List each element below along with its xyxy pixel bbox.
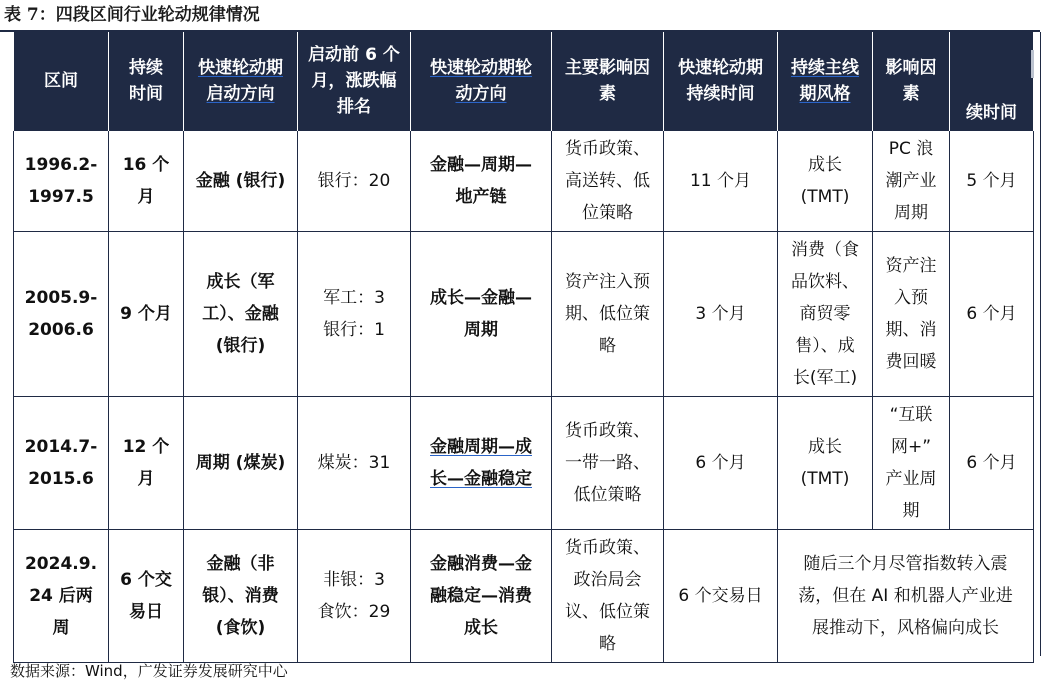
cell-line: (食饮) bbox=[215, 618, 266, 638]
cell-factors bbox=[552, 131, 664, 232]
cell-fast-duration bbox=[664, 232, 778, 397]
header-pre-rank bbox=[298, 32, 411, 131]
cell-line: 非银：3 bbox=[323, 570, 385, 590]
cell-line: 消费（食 bbox=[791, 240, 859, 260]
cell-line: 时间 bbox=[129, 84, 163, 104]
cell-line: 位策略 bbox=[582, 203, 633, 223]
cell-line: 高送转、低 bbox=[565, 171, 650, 191]
cell-line: 排名 bbox=[337, 97, 371, 117]
cell-line: 2024.9. bbox=[24, 554, 98, 574]
cell-line: 快速轮动期 bbox=[678, 58, 763, 78]
cell-rank bbox=[298, 530, 411, 663]
scroll-indicator bbox=[1031, 50, 1034, 78]
cell-line: 成长 bbox=[808, 155, 842, 175]
cell-line: 期 bbox=[902, 501, 920, 521]
cell-factors bbox=[552, 397, 664, 530]
cell-line: 周期 (煤炭) bbox=[195, 453, 286, 473]
cell-line: 银）、消费 bbox=[202, 586, 279, 606]
cell-line: 周期 bbox=[464, 320, 498, 340]
cell-line: 煤炭：31 bbox=[317, 453, 391, 473]
cell-line: 金融消费—金 bbox=[430, 554, 532, 574]
cell-line: 潮产业 bbox=[885, 171, 937, 191]
cell-merged-note bbox=[778, 530, 1034, 663]
header-duration bbox=[109, 32, 184, 131]
cell-line: “互联 bbox=[889, 405, 933, 425]
cell-line: 成长（军 bbox=[206, 272, 275, 292]
cell-fast-duration bbox=[664, 131, 778, 232]
cell-line: 政治局会 bbox=[573, 570, 642, 590]
cell-influence bbox=[873, 232, 950, 397]
cell-line: 入预 bbox=[894, 288, 928, 308]
cell-rank bbox=[298, 131, 411, 232]
cell-line: 商贸零 bbox=[799, 304, 851, 324]
cell-style bbox=[778, 232, 873, 397]
cell-line: 成长 bbox=[808, 437, 842, 457]
cell-line: 金融 (银行) bbox=[195, 171, 286, 191]
cell-line: 周期 bbox=[894, 203, 928, 223]
cell-line: 长—金融稳定 bbox=[430, 469, 532, 489]
cell-line: (TMT) bbox=[800, 469, 850, 489]
cell-line: 启动前 6 个 bbox=[308, 45, 400, 65]
cell-rank bbox=[298, 397, 411, 530]
cell-last-duration bbox=[950, 397, 1034, 530]
cell-line: 展推动下，风格偏向成长 bbox=[812, 618, 999, 638]
cell-line: 周 bbox=[52, 618, 70, 638]
cell-line: 略 bbox=[599, 336, 616, 356]
cell-duration bbox=[109, 530, 184, 663]
cell-line: 银行：1 bbox=[323, 320, 385, 340]
header-row bbox=[14, 32, 1034, 131]
right-frame-line bbox=[1040, 32, 1041, 656]
cell-line: 影响因 bbox=[885, 58, 937, 78]
header-main-factors bbox=[552, 32, 664, 131]
cell-line: 货币政策、 bbox=[565, 421, 650, 441]
cell-line: 议、低位策 bbox=[565, 602, 650, 622]
cell-line: 期、消 bbox=[885, 320, 937, 340]
cell-line: (银行) bbox=[215, 336, 266, 356]
cell-line: 金融周期—成 bbox=[430, 437, 532, 457]
cell-line: 银行：20 bbox=[317, 171, 391, 191]
cell-duration bbox=[109, 232, 184, 397]
cell-line: 售）、成 bbox=[795, 336, 855, 356]
cell-rotation bbox=[411, 397, 552, 530]
cell-line: 品饮料、 bbox=[791, 272, 859, 292]
cell-line: PC 浪 bbox=[888, 139, 934, 159]
cell-line: 持续主线 bbox=[791, 58, 859, 78]
cell-line: 5 个月 bbox=[966, 171, 1017, 191]
header-main-style bbox=[778, 32, 873, 131]
cell-line: 易日 bbox=[129, 602, 163, 622]
cell-line: 融稳定—消费 bbox=[430, 586, 532, 606]
cell-line: 食饮：29 bbox=[317, 602, 391, 622]
cell-line: 资产注 bbox=[885, 256, 937, 276]
cell-line: 6 个月 bbox=[695, 453, 746, 473]
cell-line: 24 后两 bbox=[29, 586, 93, 606]
cell-duration bbox=[109, 131, 184, 232]
cell-line: 地产链 bbox=[455, 187, 507, 207]
cell-range bbox=[14, 232, 109, 397]
cell-rotation bbox=[411, 530, 552, 663]
cell-line: 月，涨跌幅 bbox=[311, 71, 397, 91]
cell-factors bbox=[552, 530, 664, 663]
cell-line: 期风格 bbox=[799, 84, 851, 104]
cell-line: 启动方向 bbox=[206, 84, 275, 104]
cell-range bbox=[14, 131, 109, 232]
cell-line: 略 bbox=[599, 634, 616, 654]
cell-style bbox=[778, 397, 873, 530]
cell-line: 1997.5 bbox=[28, 187, 94, 207]
cell-line: 费回暖 bbox=[885, 352, 937, 372]
header-fast-duration bbox=[664, 32, 778, 131]
rotation-table bbox=[13, 32, 1034, 663]
cell-line: 一带一路、 bbox=[565, 453, 650, 473]
cell-line: 持续 bbox=[129, 58, 163, 78]
cell-line: 军工：3 bbox=[323, 288, 385, 308]
cell-rotation bbox=[411, 131, 552, 232]
cell-line: 月 bbox=[137, 187, 155, 207]
table-row bbox=[14, 232, 1034, 397]
cell-line: 金融（非 bbox=[206, 554, 275, 574]
cell-line: 网+” bbox=[890, 437, 932, 457]
cell-line: 工）、金融 bbox=[202, 304, 279, 324]
cell-line: 期、低位策 bbox=[565, 304, 650, 324]
cell-start-direction bbox=[184, 131, 298, 232]
cell-start-direction bbox=[184, 530, 298, 663]
cell-rotation bbox=[411, 232, 552, 397]
cell-line: 6 个交易日 bbox=[678, 586, 763, 606]
cell-line: 16 个 bbox=[122, 155, 170, 175]
header-last-duration bbox=[950, 32, 1034, 131]
cell-line: 成长—金融— bbox=[430, 288, 532, 308]
table-caption: 表 7：四段区间行业轮动规律情况 bbox=[4, 5, 260, 25]
cell-style bbox=[778, 131, 873, 232]
cell-range bbox=[14, 397, 109, 530]
cell-last-duration bbox=[950, 232, 1034, 397]
table-row bbox=[14, 397, 1034, 530]
cell-line: 动方向 bbox=[455, 84, 507, 104]
cell-line: 持续时间 bbox=[686, 84, 755, 104]
cell-fast-duration bbox=[664, 530, 778, 663]
cell-last-duration bbox=[950, 131, 1034, 232]
cell-line: 货币政策、 bbox=[565, 139, 650, 159]
header-rotation-direction bbox=[411, 32, 552, 131]
cell-line: 2006.6 bbox=[28, 320, 94, 340]
cell-duration bbox=[109, 397, 184, 530]
cell-start-direction bbox=[184, 232, 298, 397]
cell-line: 1996.2- bbox=[24, 155, 98, 175]
cell-line: 12 个 bbox=[122, 437, 170, 457]
cell-line: 成长 bbox=[464, 618, 498, 638]
cell-start-direction bbox=[184, 397, 298, 530]
cell-line: 低位策略 bbox=[573, 485, 642, 505]
cell-line: 产业周 bbox=[885, 469, 937, 489]
cell-line: 快速轮动期轮 bbox=[430, 58, 532, 78]
cell-line: (TMT) bbox=[800, 187, 850, 207]
cell-line: 区间 bbox=[44, 71, 78, 91]
cell-line: 2015.6 bbox=[28, 469, 94, 489]
cell-line: 长(军工) bbox=[792, 368, 858, 388]
cell-line: 主要影响因 bbox=[565, 58, 650, 78]
cell-line: 3 个月 bbox=[695, 304, 746, 324]
cell-line: 荡，但在 AI 和机器人产业进 bbox=[798, 586, 1013, 606]
cell-line: 金融—周期— bbox=[430, 155, 532, 175]
cell-line: 2014.7- bbox=[24, 437, 98, 457]
cell-line: 素 bbox=[902, 84, 920, 104]
cell-fast-duration bbox=[664, 397, 778, 530]
table-row bbox=[14, 530, 1034, 663]
cell-line: 6 个月 bbox=[966, 304, 1017, 324]
cell-line: 2005.9- bbox=[24, 288, 98, 308]
table-row bbox=[14, 131, 1034, 232]
cell-line: 续时间 bbox=[966, 103, 1017, 123]
source-note: 数据来源：Wind，广发证券发展研究中心 bbox=[10, 662, 288, 680]
cell-line: 随后三个月尽管指数转入震 bbox=[803, 554, 1008, 574]
cell-line: 素 bbox=[599, 84, 616, 104]
header-start-direction bbox=[184, 32, 298, 131]
cell-line: 快速轮动期 bbox=[198, 58, 283, 78]
cell-line: 货币政策、 bbox=[565, 538, 650, 558]
cell-line: 11 个月 bbox=[689, 171, 752, 191]
cell-line: 6 个交 bbox=[120, 570, 172, 590]
header-range bbox=[14, 32, 109, 131]
cell-factors bbox=[552, 232, 664, 397]
cell-range bbox=[14, 530, 109, 663]
cell-line: 6 个月 bbox=[966, 453, 1017, 473]
cell-influence bbox=[873, 397, 950, 530]
cell-line: 9 个月 bbox=[120, 304, 172, 324]
header-influence bbox=[873, 32, 950, 131]
cell-rank bbox=[298, 232, 411, 397]
cell-influence bbox=[873, 131, 950, 232]
cell-line: 资产注入预 bbox=[565, 272, 650, 292]
cell-line: 月 bbox=[137, 469, 155, 489]
